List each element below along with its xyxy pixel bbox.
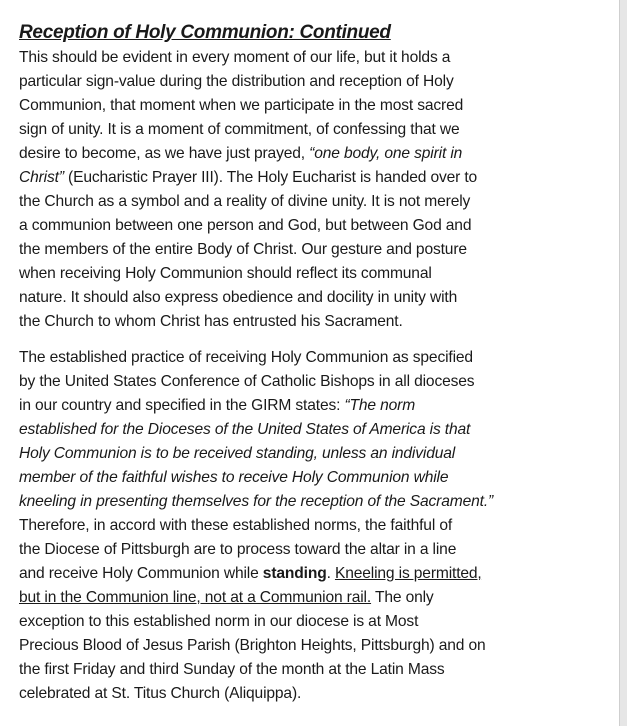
italic-quote-text: member of the faithful wishes to receive Holy Communion while xyxy=(19,469,449,486)
section-heading: Reception of Holy Communion: Continued xyxy=(19,22,391,43)
text-run: the first Friday and third Sunday of the month at the Latin Mass xyxy=(19,661,445,678)
italic-quote-text: “one body, one spirit in xyxy=(309,145,463,162)
text-run: (Eucharistic Prayer III). The Holy Eucharist is handed over to xyxy=(63,169,478,186)
text-run: particular sign-value during the distribution and reception of Holy xyxy=(19,73,454,90)
text-line xyxy=(19,214,609,238)
text-line xyxy=(19,94,609,118)
text-run: This should be evident in every moment of our life, but it holds a xyxy=(19,49,451,66)
text-run: and receive Holy Communion while xyxy=(19,565,263,582)
text-run: a communion between one person and God, but between God and xyxy=(19,217,472,234)
italic-quote-text: “The norm xyxy=(344,397,416,414)
text-run: . xyxy=(326,565,335,582)
scrollbar[interactable] xyxy=(619,0,627,726)
text-line xyxy=(19,238,609,262)
text-line xyxy=(19,514,609,538)
text-line xyxy=(19,658,609,682)
text-run: The established practice of receiving Holy Communion as specified xyxy=(19,349,473,366)
text-run: celebrated at St. Titus Church (Aliquippa). xyxy=(19,685,302,702)
text-line xyxy=(19,490,609,514)
italic-quote-text: Holy Communion is to be received standing, unless an individual xyxy=(19,445,456,462)
text-line xyxy=(19,166,609,190)
text-line xyxy=(19,610,609,634)
text-line xyxy=(19,466,609,490)
text-line xyxy=(19,46,609,70)
text-line xyxy=(19,538,609,562)
text-line xyxy=(19,634,609,658)
document-body xyxy=(19,46,609,706)
text-run: by the United States Conference of Catholic Bishops in all dioceses xyxy=(19,373,475,390)
text-run: The only xyxy=(371,589,434,606)
italic-quote-text: established for the Dioceses of the United States of America is that xyxy=(19,421,471,438)
text-run: when receiving Holy Communion should reflect its communal xyxy=(19,265,432,282)
text-line xyxy=(19,190,609,214)
text-line xyxy=(19,394,609,418)
underlined-text: but in the Communion line, not at a Communion rail. xyxy=(19,589,372,606)
text-run: the Church to whom Christ has entrusted his Sacrament. xyxy=(19,313,403,330)
text-line xyxy=(19,310,609,334)
paragraph xyxy=(19,346,609,706)
italic-quote-text: Christ” xyxy=(19,169,64,186)
paragraph xyxy=(19,46,609,334)
text-run: Therefore, in accord with these established norms, the faithful of xyxy=(19,517,453,534)
text-line xyxy=(19,418,609,442)
document-page xyxy=(19,20,609,706)
text-line xyxy=(19,70,609,94)
text-line xyxy=(19,142,609,166)
text-line xyxy=(19,262,609,286)
text-run: exception to this established norm in our diocese is at Most xyxy=(19,613,419,630)
text-line xyxy=(19,118,609,142)
text-run: the members of the entire Body of Christ. Our gesture and posture xyxy=(19,241,467,258)
bold-text: standing xyxy=(262,565,327,582)
text-run: the Church as a symbol and a reality of divine unity. It is not merely xyxy=(19,193,471,210)
text-line xyxy=(19,346,609,370)
text-line xyxy=(19,562,609,586)
text-line xyxy=(19,682,609,706)
text-line xyxy=(19,370,609,394)
text-run: the Diocese of Pittsburgh are to process toward the altar in a line xyxy=(19,541,457,558)
text-run: desire to become, as we have just prayed, xyxy=(19,145,310,162)
italic-quote-text: kneeling in presenting themselves for the reception of the Sacrament.” xyxy=(19,493,494,510)
text-run: in our country and specified in the GIRM states: xyxy=(19,397,345,414)
text-run: Precious Blood of Jesus Parish (Brighton Heights, Pittsburgh) and on xyxy=(19,637,486,654)
text-run: nature. It should also express obedience and docility in unity with xyxy=(19,289,458,306)
text-line xyxy=(19,442,609,466)
text-run: sign of unity. It is a moment of commitment, of confessing that we xyxy=(19,121,460,138)
text-line xyxy=(19,586,609,610)
text-line xyxy=(19,286,609,310)
underlined-text: Kneeling is permitted, xyxy=(334,565,482,582)
text-run: Communion, that moment when we participate in the most sacred xyxy=(19,97,464,114)
